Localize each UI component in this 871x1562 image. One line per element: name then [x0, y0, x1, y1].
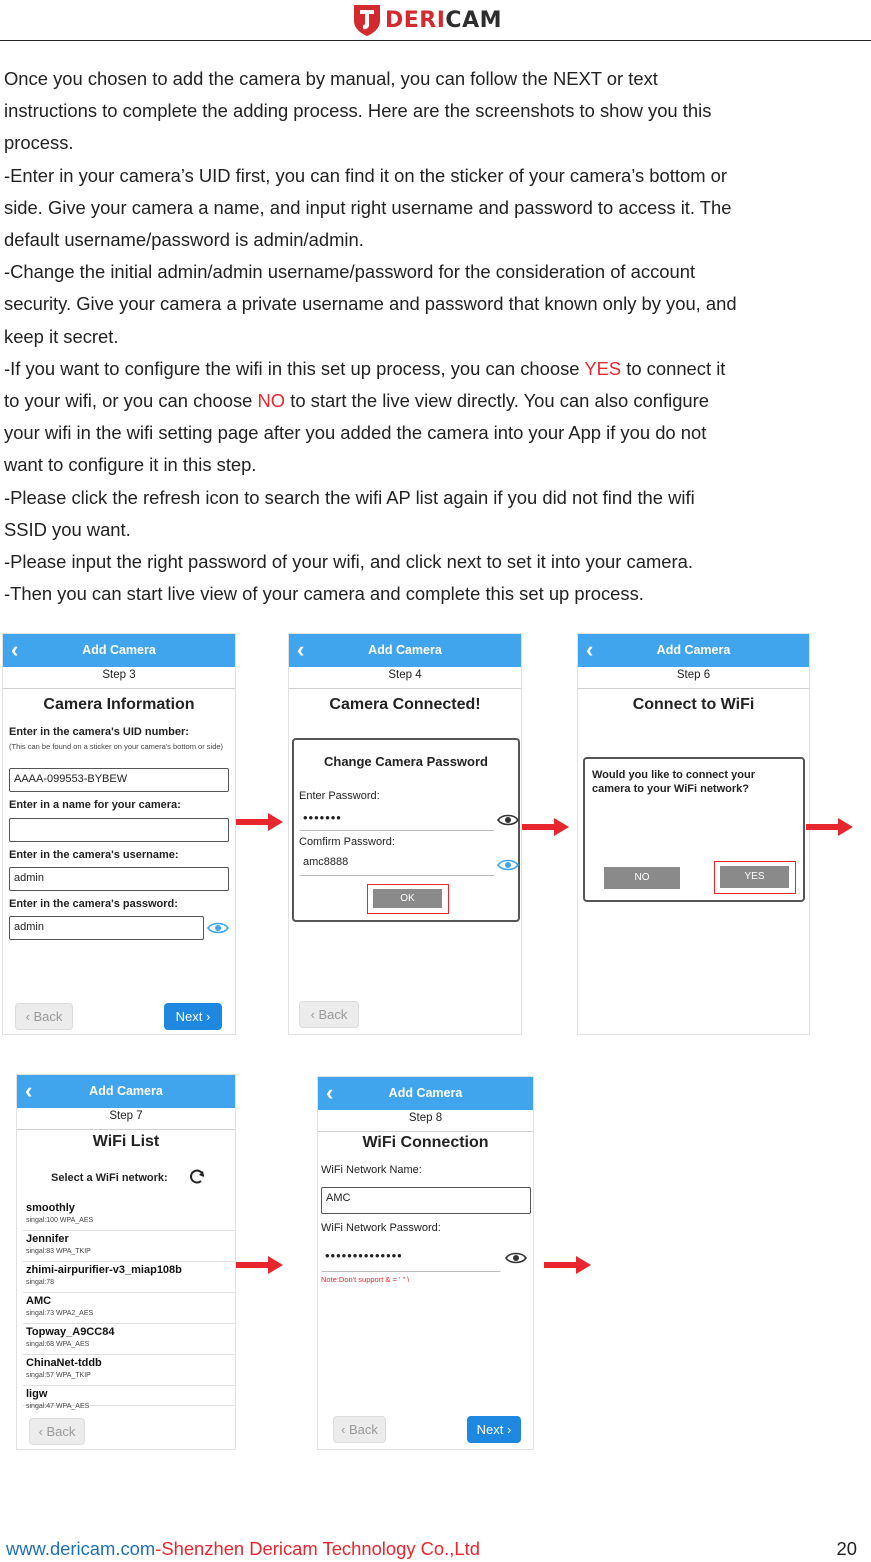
wifi-password-label: WiFi Network Password:: [321, 1222, 441, 1234]
paragraph-line: default username/password is admin/admin.: [4, 229, 364, 251]
nav-title: Add Camera: [656, 643, 731, 657]
uid-label: Enter in the camera's UID number:: [9, 726, 189, 738]
page-number: 20: [836, 1538, 857, 1559]
paragraph-line: to your wifi, or you can choose NO to start the live view directly. You can also configure: [4, 390, 709, 412]
password-input[interactable]: admin: [9, 916, 204, 940]
enter-password-label: Enter Password:: [299, 790, 380, 802]
footer-separator: -: [155, 1538, 162, 1559]
step-label: Step 6: [578, 669, 809, 689]
password-note: Note:Don't support & = ' " \: [321, 1275, 410, 1284]
eye-icon[interactable]: [207, 921, 229, 935]
arrow-right-icon: [544, 1255, 592, 1275]
back-button[interactable]: ‹ Back: [333, 1416, 386, 1443]
paragraph-line: -Then you can start live view of your camera and complete this set up process.: [4, 583, 644, 605]
ok-button[interactable]: OK: [373, 889, 442, 908]
screen-title: WiFi List: [92, 1133, 160, 1150]
screenshot-camera-information: [2, 633, 236, 1035]
paragraph-line: keep it secret.: [4, 325, 119, 347]
nav-title: Add Camera: [82, 643, 156, 657]
refresh-icon[interactable]: [188, 1168, 206, 1186]
back-button[interactable]: ‹ Back: [29, 1418, 85, 1445]
nav-title: Add Camera: [388, 1086, 463, 1100]
ok-highlight: [367, 884, 449, 914]
yes-highlight: [714, 861, 796, 894]
nav-title: Add Camera: [89, 1084, 163, 1098]
yes-button[interactable]: YES: [720, 866, 789, 888]
paragraph-line: want to configure it in this step.: [4, 454, 257, 476]
screenshot-wifi-connection: [317, 1076, 534, 1450]
wifi-list-item[interactable]: smoothly singal:100 WPA_AES: [23, 1200, 235, 1231]
confirm-password-input[interactable]: amc8888: [299, 852, 495, 876]
confirm-password-label: Comfirm Password:: [299, 836, 395, 848]
dericam-logo: [352, 2, 502, 38]
paragraph-line: SSID you want.: [4, 518, 131, 540]
camera-name-input[interactable]: [9, 818, 229, 842]
nav-title: Add Camera: [368, 643, 442, 657]
paragraph-line: side. Give your camera a name, and input right username and password to access it. The: [4, 196, 732, 218]
paragraph-line: -Please input the right password of your wifi, and click next to set it into your camera.: [4, 551, 693, 573]
connect-wifi-dialog: [583, 757, 805, 902]
arrow-right-icon: [236, 812, 284, 832]
wifi-list-item[interactable]: Jennifer singal:83 WPA_TKIP: [23, 1231, 235, 1262]
arrow-right-icon: [522, 817, 570, 837]
name-label: Enter in a name for your camera:: [9, 799, 181, 811]
eye-icon[interactable]: [505, 1251, 527, 1265]
chevron-left-icon[interactable]: ‹: [297, 637, 305, 662]
paragraph-line: -Enter in your camera’s UID first, you can find it on the sticker of your camera’s bottom or: [4, 164, 727, 186]
company-name: Shenzhen Dericam Technology Co.,Ltd: [161, 1538, 480, 1559]
nav-bar: [578, 634, 809, 667]
wifi-list-item[interactable]: AMC singal:73 WPA2_AES: [23, 1293, 235, 1324]
nav-bar: [3, 634, 235, 667]
wifi-list-item[interactable]: ChinaNet-tddb singal:57 WPA_TKIP: [23, 1355, 235, 1386]
paragraph-line: -Change the initial admin/admin username/password for the consideration of account: [4, 261, 696, 283]
screenshot-wifi-list: [16, 1074, 236, 1450]
shield-logo-icon: [352, 3, 382, 37]
step-label: Step 7: [17, 1110, 235, 1130]
paragraph-line: Once you chosen to add the camera by manual, you can follow the NEXT or text: [4, 68, 658, 89]
paragraph-line: process.: [4, 132, 74, 154]
chevron-left-icon[interactable]: ‹: [586, 637, 594, 662]
enter-password-input[interactable]: •••••••: [299, 807, 495, 831]
chevron-left-icon[interactable]: ‹: [326, 1080, 334, 1105]
password-label: Enter in the camera's password:: [9, 898, 178, 910]
step-label: Step 3: [3, 669, 235, 689]
wifi-name-input[interactable]: AMC: [321, 1187, 531, 1214]
connect-question: Would you like to connect your camera to your WiFi network?: [592, 769, 755, 795]
select-network-label: Select a WiFi network:: [51, 1172, 168, 1184]
back-button[interactable]: ‹ Back: [15, 1003, 73, 1030]
screen-title: WiFi Connection: [362, 1134, 489, 1151]
screen-title: Connect to WiFi: [632, 696, 755, 713]
screenshot-connect-to-wifi: [577, 633, 810, 1035]
website-link[interactable]: www.dericam.com: [6, 1538, 156, 1559]
wifi-list-item[interactable]: ligw singal:47 WPA_AES: [23, 1386, 235, 1406]
step-label: Step 8: [318, 1112, 533, 1132]
wifi-list-item[interactable]: zhimi-airpurifier-v3_miap108b singal:78: [23, 1262, 235, 1293]
paragraph-line: security. Give your camera a private username and password that known only by you, and: [4, 293, 737, 315]
username-input[interactable]: admin: [9, 867, 229, 891]
screen-title: Camera Connected!: [329, 696, 481, 713]
wifi-password-input[interactable]: ••••••••••••••: [321, 1245, 501, 1272]
yes-highlight: YES: [584, 357, 622, 379]
change-password-dialog: [292, 738, 520, 922]
wifi-list-item[interactable]: Topway_A9CC84 singal:68 WPA_AES: [23, 1324, 235, 1355]
nav-bar: [318, 1077, 533, 1110]
nav-bar: [289, 634, 521, 667]
chevron-left-icon[interactable]: ‹: [11, 637, 19, 662]
username-label: Enter in the camera's username:: [9, 849, 179, 861]
uid-hint: (This can be found on a sticker on your camera's bottom or side): [9, 742, 224, 751]
no-highlight: NO: [257, 390, 286, 412]
screenshot-camera-connected: [288, 633, 522, 1035]
screen-title: Camera Information: [43, 696, 195, 713]
nav-bar: [17, 1075, 235, 1108]
eye-icon[interactable]: [497, 813, 519, 827]
arrow-right-icon: [236, 1255, 284, 1275]
paragraph-line: -If you want to configure the wifi in this set up process, you can choose YES to connect it: [4, 357, 726, 379]
wifi-name-label: WiFi Network Name:: [321, 1164, 422, 1176]
instructions-text: [4, 63, 870, 610]
logo-text: DERICAM: [385, 7, 502, 33]
paragraph-line: your wifi in the wifi setting page after you added the camera into your App if you do not: [4, 422, 707, 444]
next-button[interactable]: Next ›: [467, 1416, 521, 1443]
dialog-title: Change Camera Password: [323, 754, 488, 769]
step-label: Step 4: [289, 669, 521, 689]
back-button[interactable]: ‹ Back: [299, 1001, 359, 1028]
uid-input[interactable]: AAAA-099553-BYBEW: [9, 768, 229, 792]
paragraph-line: instructions to complete the adding process. Here are the screenshots to show you this: [4, 100, 712, 122]
paragraph-line: -Please click the refresh icon to search the wifi AP list again if you did not find the wifi: [4, 486, 695, 508]
arrow-right-icon: [806, 817, 854, 837]
no-button[interactable]: NO: [604, 867, 680, 889]
chevron-left-icon[interactable]: ‹: [25, 1078, 33, 1103]
next-button[interactable]: Next ›: [164, 1003, 222, 1030]
page-header: [0, 0, 871, 41]
eye-icon[interactable]: [497, 858, 519, 872]
page-footer: [6, 1538, 480, 1560]
